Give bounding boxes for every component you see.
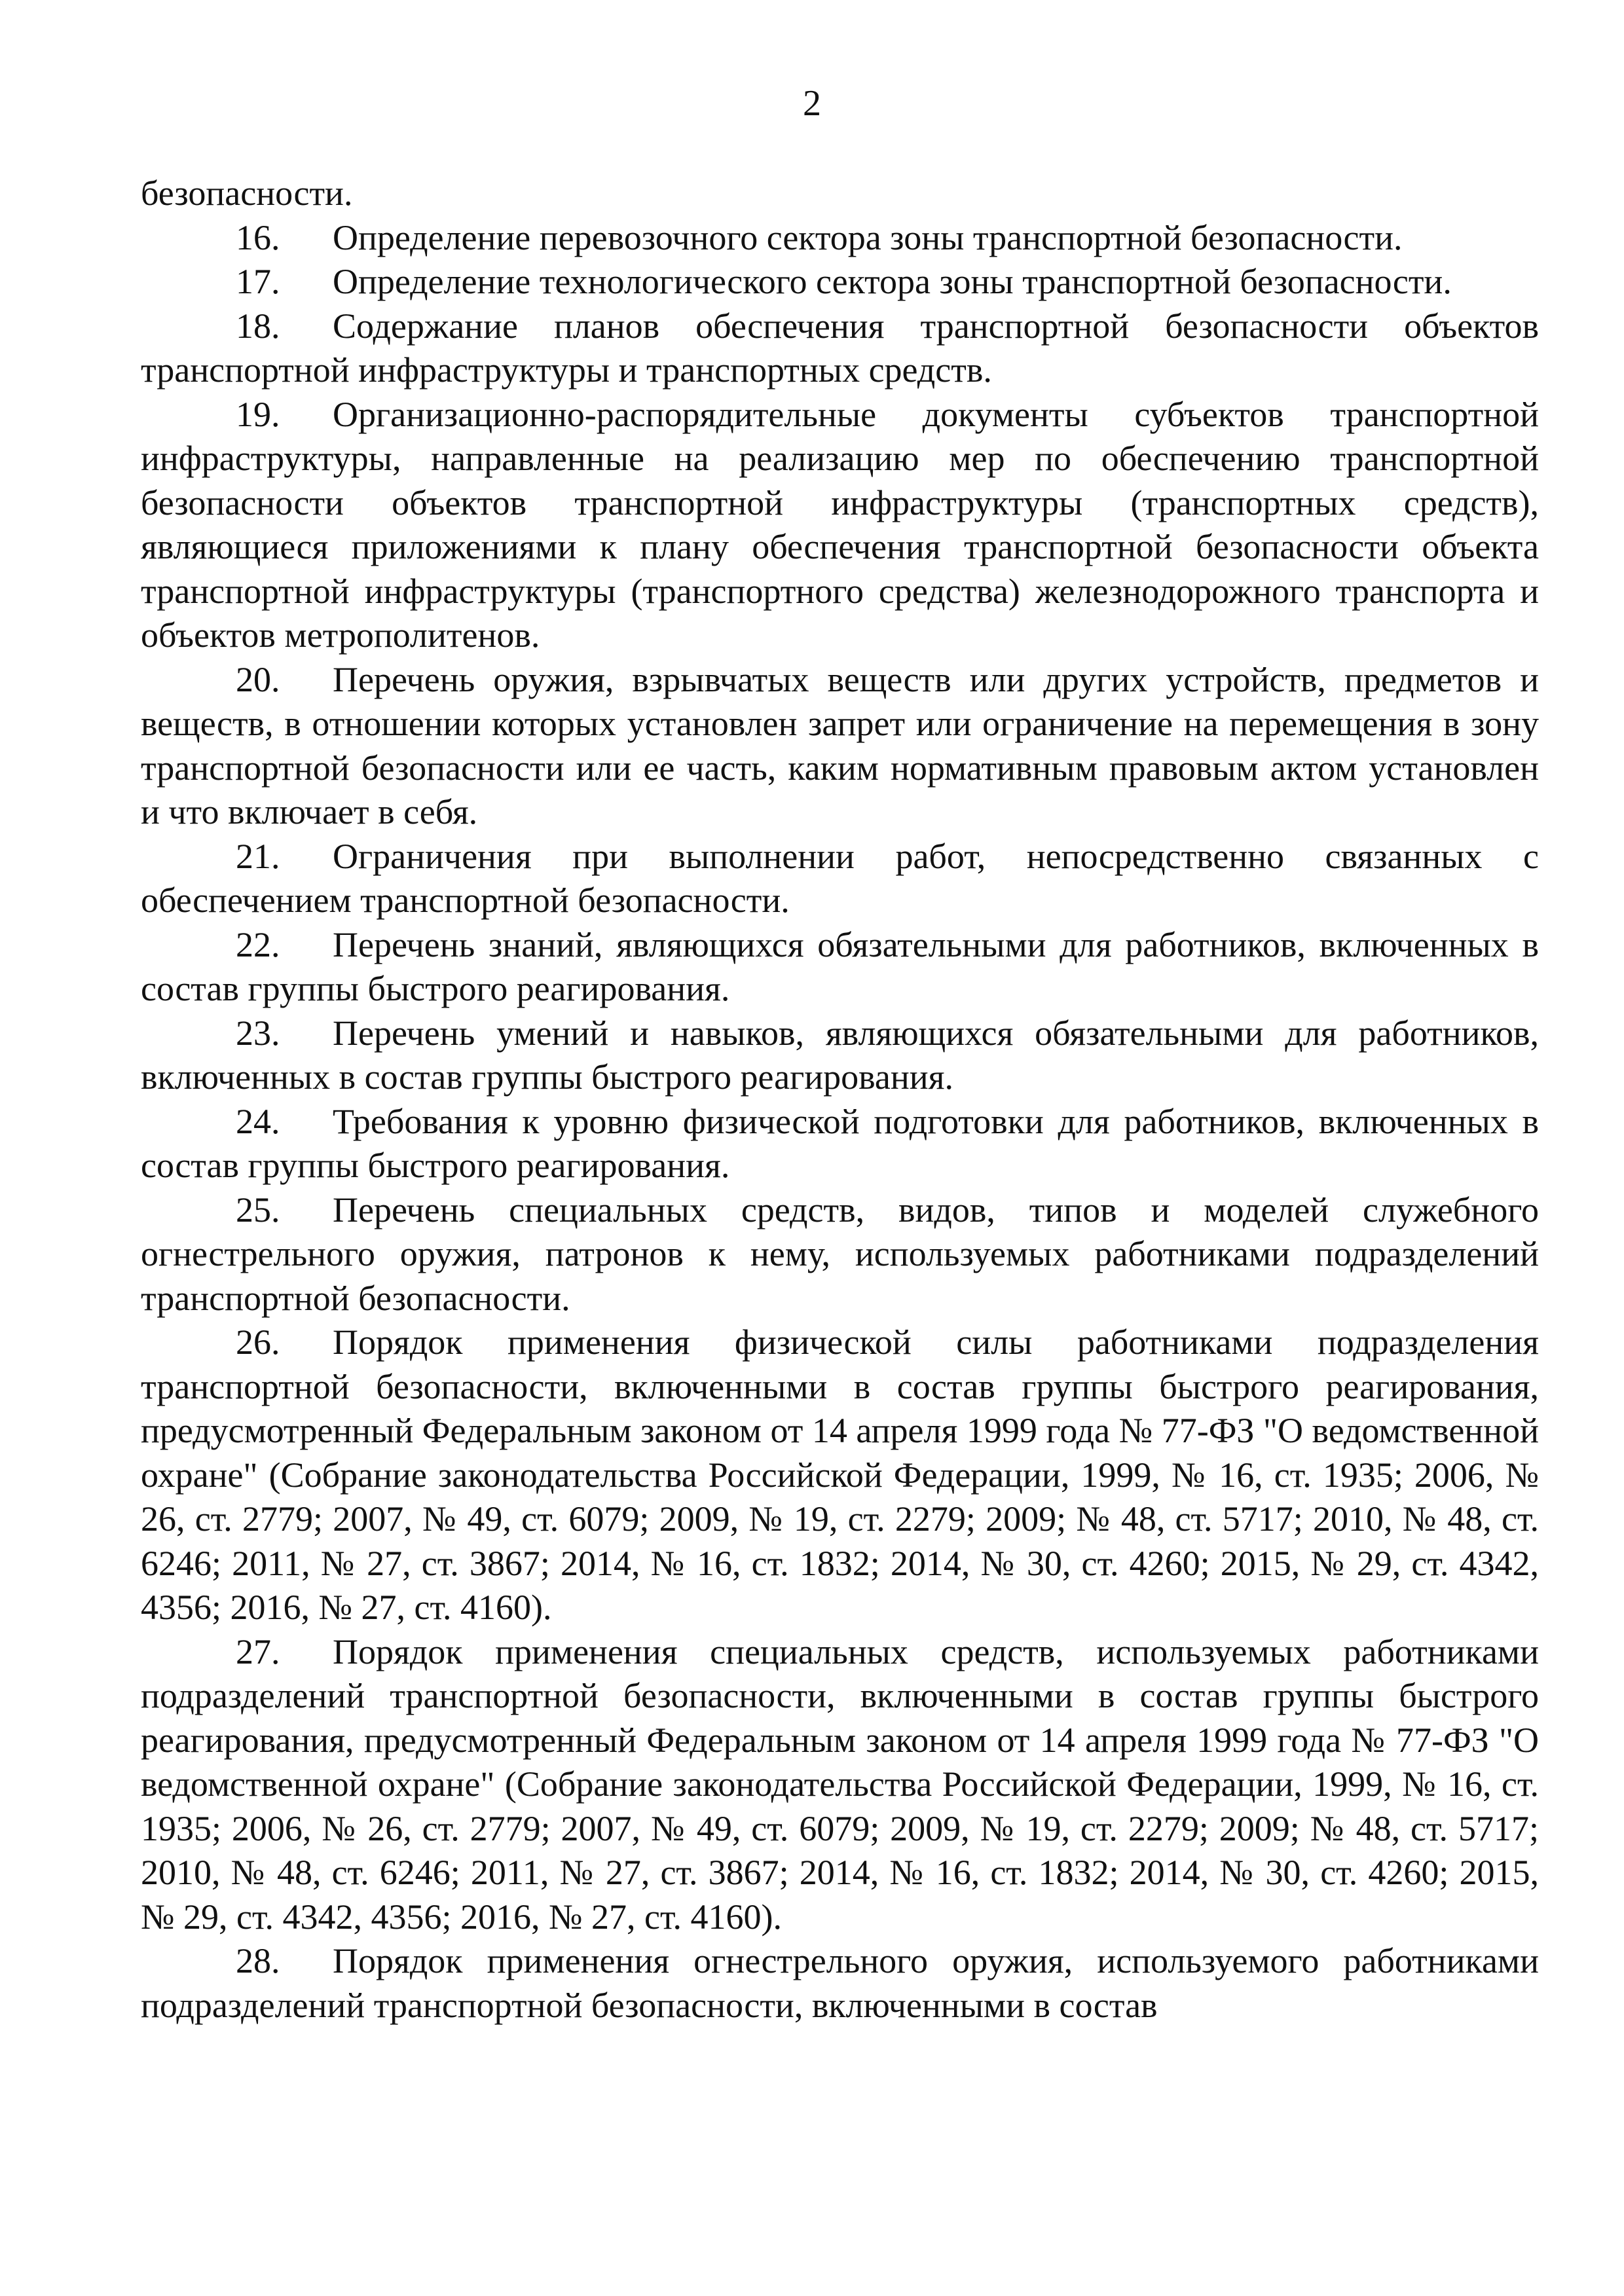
item-text: Перечень специальных средств, видов, типов и моделей служебного огнестрельного оружия, патронов к нему, используемых работниками подразделений транспортной безопасности. — [141, 1190, 1539, 1318]
document-body — [141, 172, 1539, 2028]
item-number: 27. — [236, 1631, 280, 1671]
item-text: Содержание планов обеспечения транспортной безопасности объектов транспортной инфраструктуры и транспортных средств. — [141, 306, 1539, 390]
item-number: 17. — [236, 262, 280, 301]
item-text: Перечень умений и навыков, являющихся обязательными для работников, включенных в состав группы быстрого реагирования. — [141, 1013, 1539, 1097]
item-text: Организационно-распорядительные документы субъектов транспортной инфраструктуры, направленные на реализацию мер по обеспечению транспортной безопасности объектов транспортной инфраструктуры (транспортных средств), являющиеся приложениями к плану обеспечения транспортной безопасности объекта транспортной инфраструктуры (транспортного средства) железнодорожного транспорта и объектов метрополитенов. — [141, 394, 1539, 655]
item-text: Требования к уровню физической подготовки для работников, включенных в состав группы быстрого реагирования. — [141, 1101, 1539, 1185]
list-item-18 — [141, 304, 1539, 393]
item-text: Определение перевозочного сектора зоны транспортной безопасности. — [333, 217, 1403, 257]
list-item-27 — [141, 1630, 1539, 1940]
list-item-22 — [141, 923, 1539, 1011]
item-number: 18. — [236, 306, 280, 346]
item-number: 22. — [236, 924, 280, 964]
item-text: Перечень оружия, взрывчатых веществ или других устройств, предметов и веществ, в отношении которых установлен запрет или ограничение на перемещения в зону транспортной безопасности или ее часть, каким нормативным правовым актом установлен и что включает в себя. — [141, 659, 1539, 831]
item-number: 26. — [236, 1322, 280, 1362]
list-item-28 — [141, 1939, 1539, 2028]
item-number: 21. — [236, 836, 280, 876]
item-text: Порядок применения физической силы работниками подразделения транспортной безопасности, включенными в состав группы быстрого реагирования, предусмотренный Федеральным законом от 14 апреля 1999 года № 77-ФЗ "О ведомственной охране" (Собрание законодательства Российской Федерации, 1999, № 16, ст. 1935; 2006, № 26, ст. 2779; 2007, № 49, ст. 6079; 2009, № 19, ст. 2279; 2009; № 48, ст. 5717; 2010, № 48, ст. 6246; 2011, № 27, ст. 3867; 2014, № 16, ст. 1832; 2014, № 30, ст. 4260; 2015, № 29, ст. 4342, 4356; 2016, № 27, ст. 4160). — [141, 1322, 1539, 1627]
item-number: 24. — [236, 1101, 280, 1141]
item-text: Ограничения при выполнении работ, непосредственно связанных с обеспечением транспортной безопасности. — [141, 836, 1539, 920]
item-number: 19. — [236, 394, 280, 434]
list-item-20 — [141, 658, 1539, 835]
item-number: 25. — [236, 1190, 280, 1230]
list-item-17 — [141, 260, 1539, 304]
list-item-25 — [141, 1188, 1539, 1321]
item-text: Порядок применения специальных средств, используемых работниками подразделений транспортной безопасности, включенными в состав группы быстрого реагирования, предусмотренный Федеральным законом от 14 апреля 1999 года № 77-ФЗ "О ведомственной охране" (Собрание законодательства Российской Федерации, 1999, № 16, ст. 1935; 2006, № 26, ст. 2779; 2007, № 49, ст. 6079; 2009, № 19, ст. 2279; 2009; № 48, ст. 5717; 2010, № 48, ст. 6246; 2011, № 27, ст. 3867; 2014, № 16, ст. 1832; 2014, № 30, ст. 4260; 2015, № 29, ст. 4342, 4356; 2016, № 27, ст. 4160). — [141, 1631, 1539, 1937]
item-text: Порядок применения огнестрельного оружия, используемого работниками подразделений транспортной безопасности, включенными в состав — [141, 1941, 1539, 2025]
item-number: 23. — [236, 1013, 280, 1053]
item-text: Перечень знаний, являющихся обязательными для работников, включенных в состав группы быстрого реагирования. — [141, 924, 1539, 1008]
item-number: 28. — [236, 1941, 280, 1980]
page-number: 2 — [803, 83, 821, 124]
list-item-21 — [141, 835, 1539, 923]
list-item-19 — [141, 393, 1539, 658]
item-number: 20. — [236, 659, 280, 699]
continued-text: безопасности. — [141, 173, 353, 213]
list-item-16 — [141, 216, 1539, 261]
list-item-23 — [141, 1011, 1539, 1100]
list-item-26 — [141, 1321, 1539, 1630]
item-text: Определение технологического сектора зоны транспортной безопасности. — [333, 262, 1452, 301]
list-item-24 — [141, 1100, 1539, 1188]
item-number: 16. — [236, 217, 280, 257]
